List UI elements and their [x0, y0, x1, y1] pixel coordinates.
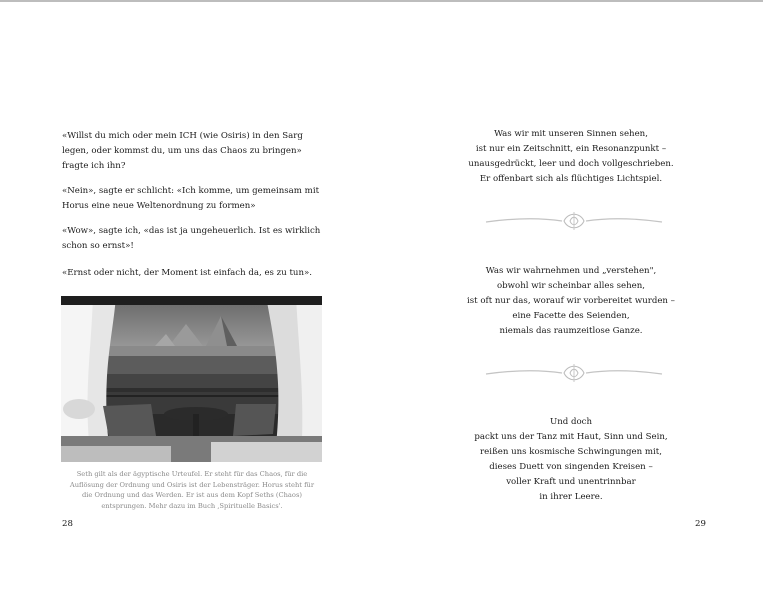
poem-line: ist oft nur das, worauf wir vorbereitet wurden –	[467, 296, 675, 306]
poem-line: voller Kraft und unentrinnbar	[506, 477, 636, 487]
poem-line: packt uns der Tanz mit Haut, Sinn und Sein,	[474, 432, 668, 442]
poem-line: Und doch	[549, 417, 593, 427]
poem-line: in ihrer Leere.	[539, 492, 603, 502]
paragraph-2: «Nein», sagte er schlicht: «Ich komme, um gemeinsam mit Horus eine neue Weltenordnung zu formen»	[62, 186, 320, 211]
photo-caption: Seth gilt als der ägyptische Urteufel. Er steht für das Chaos, für die Auflösung der Ordnung und Osiris ist der Lebensträger. Horus steht für die Ordnung und das Werden. Er ist aus dem Kopf Seths (Chaos) entsprungen. Mehr dazu im Buch ‚Spirituelle Basics'.	[69, 470, 315, 510]
poem-line: ist nur ein Zeitschnitt, ein Resonanzpunkt –	[475, 144, 667, 154]
poem-line: Er offenbart sich als flüchtiges Lichtspiel.	[479, 174, 663, 184]
page-number-right: 29	[695, 519, 706, 529]
poem-line: Was wir wahrnehmen und „verstehen",	[485, 266, 657, 276]
poem-line: Was wir mit unseren Sinnen sehen,	[494, 129, 648, 139]
paragraph-4: «Ernst oder nicht, der Moment ist einfach da, es zu tun».	[62, 268, 312, 278]
pyramid-view-illustration	[61, 296, 322, 462]
poem-stanza-2	[456, 264, 686, 339]
photo-pyramids-balcony	[61, 296, 322, 462]
poem-line: eine Facette des Seienden,	[512, 311, 630, 321]
ornament-divider-2	[484, 362, 664, 384]
poem-line: niemals das raumzeitlose Ganze.	[499, 326, 643, 336]
poem-stanza-1	[456, 127, 686, 187]
poem-line: obwohl wir scheinbar alles sehen,	[497, 281, 645, 291]
page-number-left: 28	[62, 519, 73, 529]
ornament-divider-1	[484, 210, 664, 232]
left-page	[0, 0, 381, 594]
poem-line: reißen uns kosmische Schwingungen mit,	[480, 447, 662, 457]
paragraph-1: «Willst du mich oder mein ICH (wie Osiris) in den Sarg legen, oder kommst du, um uns das Chaos zu bringen» fragte ich ihn?	[62, 131, 303, 171]
paragraph-3: «Wow», sagte ich, «das ist ja ungeheuerlich. Ist es wirklich schon so ernst»!	[62, 226, 321, 251]
right-page	[381, 0, 763, 594]
poem-stanza-3	[456, 415, 686, 505]
poem-line: dieses Duett von singenden Kreisen –	[489, 462, 653, 472]
poem-line: unausgedrückt, leer und doch vollgeschrieben.	[468, 159, 674, 169]
